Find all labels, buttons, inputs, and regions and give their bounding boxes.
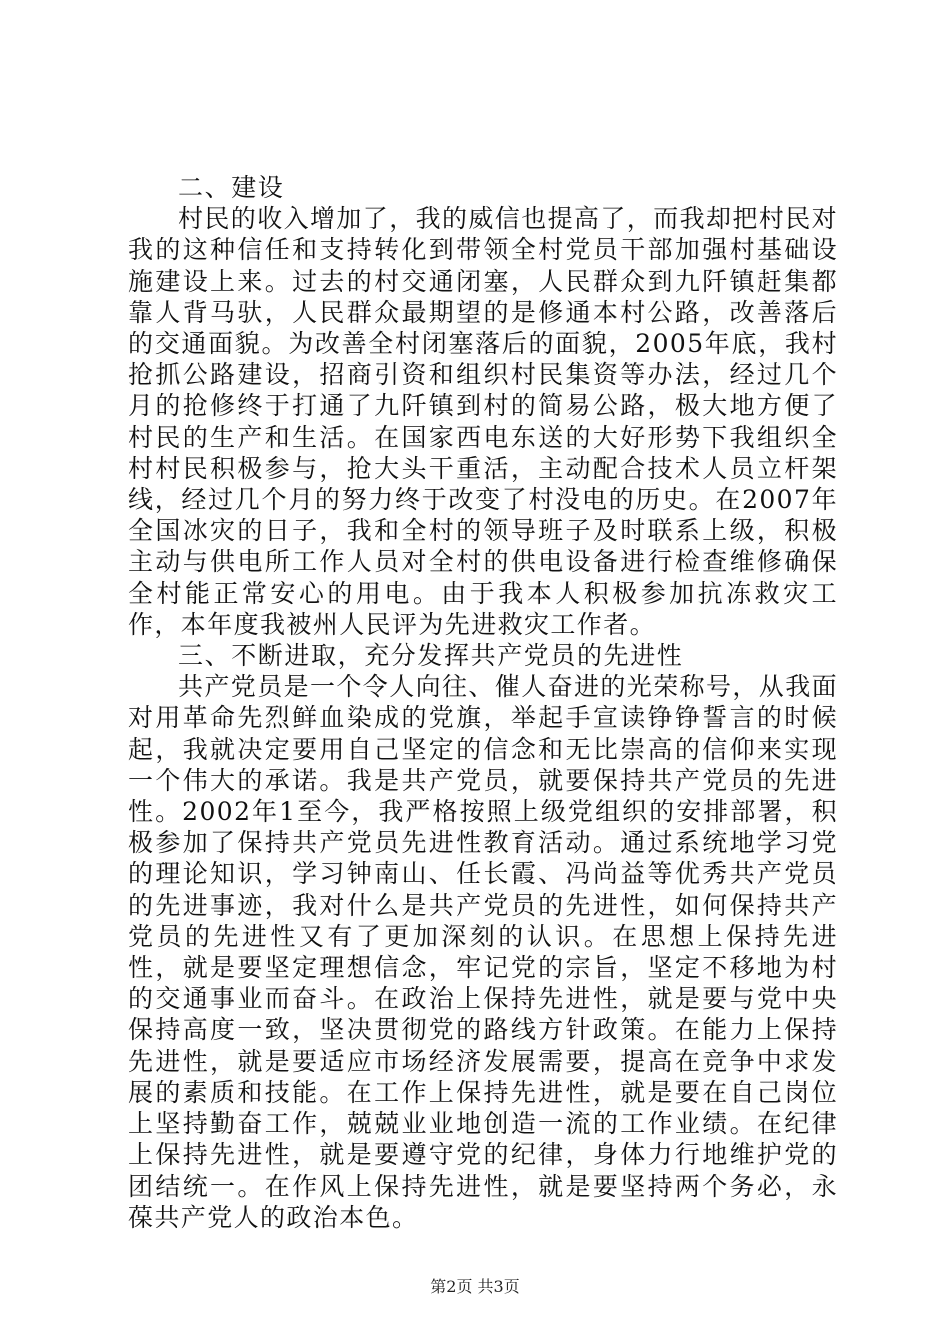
paragraph-construction: 村民的收入增加了，我的威信也提高了，而我却把村民对我的这种信任和支持转化到带领全村党员干部加强村基础设施建设上来。过去的村交通闭塞，人民群众到九阡镇赶集都靠人背马驮，人民群众最期望的是修通本村公路，改善落后的交通面貌。为改善全村闭塞落后的面貌，2005年底，我村抢抓公路建设，招商引资和组织村民集资等办法，经过几个月的抢修终于打通了九阡镇到村的简易公路，极大地方便了村民的生产和生活。在国家西电东送的大好形势下我组织全村村民积极参与，抢大头干重活，主动配合技术人员立杆架线，经过几个月的努力终于改变了村没电的历史。在2007年全国冰灾的日子，我和全村的领导班子及时联系上级，积极主动与供电所工作人员对全村的供电设备进行检查维修确保全村能正常安心的用电。由于我本人积极参加抗冻救灾工作，本年度我被州人民评为先进救灾工作者。 — [128, 204, 839, 639]
document-body — [128, 172, 838, 1233]
section-heading-construction: 二、建设 — [178, 173, 285, 202]
page-number-footer: 第2页 共3页 — [430, 1277, 520, 1296]
paragraph-party-member: 共产党员是一个令人向往、催人奋进的光荣称号，从我面对用革命先烈鲜血染成的党旗，举起手宣读铮铮誓言的时候起，我就决定要用自己坚定的信念和无比崇高的信仰来实现一个伟大的承诺。我是共产党员，就要保持共产党员的先进性。2002年1至今，我严格按照上级党组织的安排部署，积极参加了保持共产党员先进性教育活动。通过系统地学习党的理论知识，学习钟南山、任长霞、冯尚益等优秀共产党员的先进事迹，我对什么是共产党员的先进性，如何保持共产党员的先进性又有了更加深刻的认识。在思想上保持先进性，就是要坚定理想信念，牢记党的宗旨，坚定不移地为村的交通事业而奋斗。在政治上保持先进性，就是要与党中央保持高度一致，坚决贯彻党的路线方针政策。在能力上保持先进性，就是要适应市场经济发展需要，提高在竞争中求发展的素质和技能。在工作上保持先进性，就是要在自己岗位上坚持勤奋工作，兢兢业业地创造一流的工作业绩。在纪律上保持先进性，就是要遵守党的纪律，身体力行地维护党的团结统一。在作风上保持先进性，就是要坚持两个务必，永葆共产党人的政治本色。 — [128, 672, 839, 1232]
section-heading-progress: 三、不断进取，充分发挥共产党员的先进性 — [178, 641, 684, 671]
